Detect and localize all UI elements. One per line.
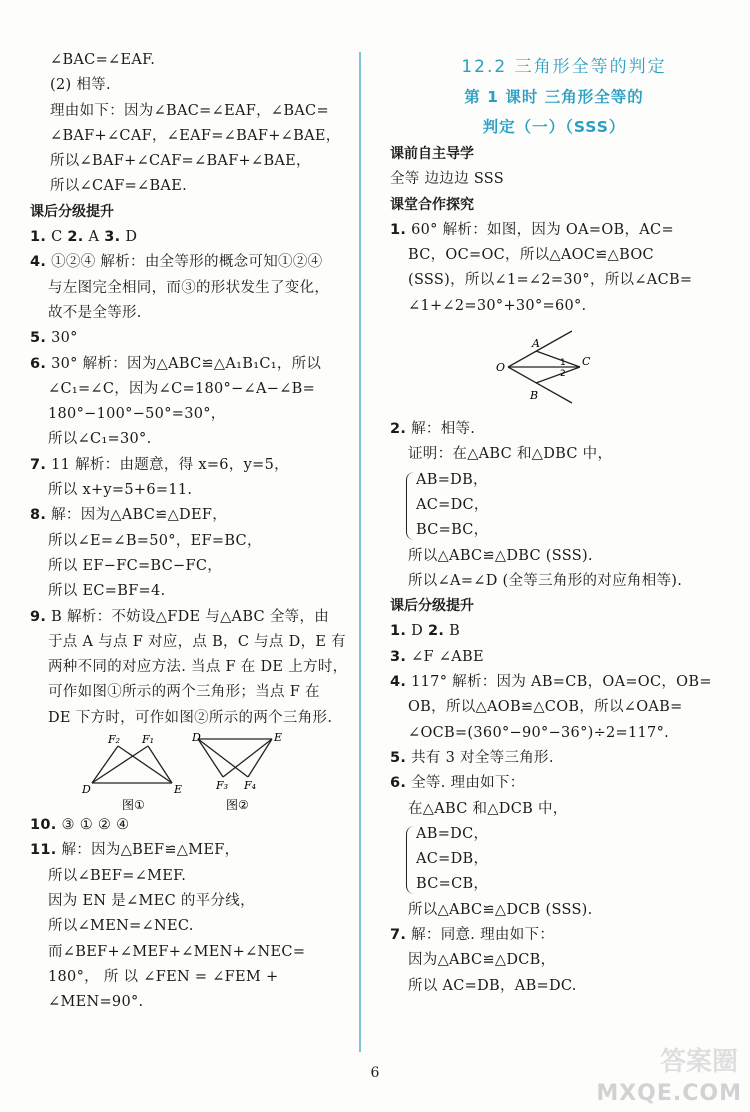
answer-text: 解：因为△BEF≌△MEF， xyxy=(56,842,240,859)
question-number: 3. xyxy=(390,648,407,665)
brace xyxy=(406,826,415,894)
watermark-url: MXQE.COM xyxy=(596,1081,742,1106)
condition: AB=DB， xyxy=(416,471,488,488)
text-line: 理由如下：因为∠BAC=∠EAF，∠BAC= xyxy=(50,102,329,119)
condition: BC=BC， xyxy=(416,522,489,539)
lesson-subtitle: 判定（一）（SSS） xyxy=(482,118,626,136)
segment xyxy=(248,739,272,777)
answer-2 xyxy=(390,417,718,442)
label-f4: F₄ xyxy=(244,779,257,793)
question-number: 10. xyxy=(30,817,57,834)
answer-text: 117° 解析：因为 AB=CB，OA=OC，OB= xyxy=(406,674,712,691)
text-line: 在△ABC 和△DCB 中， xyxy=(408,800,568,817)
text-line: 于点 A 与点 F 对应，点 B，C 与点 D，E 有 xyxy=(48,633,346,650)
text-line: ∠OCB=(360°−90°−36°)÷2=117°. xyxy=(408,724,670,741)
answer-text: 30° 解析：因为△ABC≌△A₁B₁C₁，所以 xyxy=(46,355,322,372)
text-line: 180°， 所 以 ∠FEN = ∠FEM + xyxy=(48,968,279,985)
answer-7 xyxy=(390,923,718,948)
question-number: 2. xyxy=(67,229,84,246)
section-heading: 课后分级提升 xyxy=(390,598,474,615)
label-e: E xyxy=(174,783,183,797)
figure-caption: 图① xyxy=(122,798,145,813)
question-number: 5. xyxy=(390,749,407,766)
answer-4 xyxy=(30,250,342,275)
text-line: 证明：在△ABC 和△DBC 中， xyxy=(408,446,613,463)
question-number: 3. xyxy=(104,229,121,246)
text-line: ∠1+∠2=30°+30°=60°. xyxy=(408,297,587,314)
section-title: 12.2 三角形全等的判定 xyxy=(461,57,667,77)
text-line: 因为△ABC≌△DCB， xyxy=(408,952,556,969)
text-line: ∠BAC=∠EAF. xyxy=(50,52,156,68)
text-line: 两种不同的对应方法. 当点 F 在 DE 上方时， xyxy=(48,659,348,676)
answer-text: 解：相等. xyxy=(406,421,476,438)
question-number: 1. xyxy=(30,229,47,246)
segment xyxy=(148,746,172,783)
figure-lines xyxy=(508,331,580,403)
label-d: D xyxy=(82,783,91,797)
figure-1 xyxy=(92,746,172,783)
question-number: 1. xyxy=(390,623,407,640)
answer-text: A xyxy=(83,229,105,246)
angle-figure xyxy=(390,319,718,417)
text-line: 而∠BEF+∠MEF+∠MEN+∠NEC= xyxy=(48,943,306,960)
text-line: 所以∠E=∠B=50°，EF=BC， xyxy=(48,532,262,549)
question-number: 7. xyxy=(30,456,47,473)
question-number: 2. xyxy=(427,623,445,640)
answer-1 xyxy=(390,218,718,243)
column-divider xyxy=(359,52,361,1052)
section-heading: 课后分级提升 xyxy=(30,203,114,220)
condition: AB=DC， xyxy=(416,825,489,842)
segment xyxy=(92,746,118,783)
answer-text: 解：同意. 理由如下： xyxy=(406,927,555,944)
text-line: BC，OC=OC，所以△AOC≌△BOC xyxy=(408,247,654,264)
text-line: ∠BAF+∠CAF，∠EAF=∠BAF+∠BAE， xyxy=(50,127,341,144)
text-line: OB，所以△AOB≌△COB，所以∠OAB= xyxy=(408,699,683,716)
label-f3: F₃ xyxy=(216,779,229,793)
answer-1-3 xyxy=(30,225,342,250)
segment xyxy=(92,746,148,783)
answer-text: B 解析：不妨设△FDE 与△ABC 全等，由 xyxy=(46,608,330,625)
page-number: 6 xyxy=(370,1065,380,1081)
question-number: 2. xyxy=(390,421,407,438)
section-heading: 课堂合作探究 xyxy=(390,196,474,213)
answer-9 xyxy=(30,605,342,630)
text-line: 所以 AC=DB，AB=DC. xyxy=(408,977,577,994)
answer-1-2 xyxy=(390,619,718,644)
label-c: C xyxy=(582,355,591,369)
question-number: 4. xyxy=(30,254,47,271)
answer-text: ∠F ∠ABE xyxy=(406,648,484,665)
brace xyxy=(406,472,415,540)
answer-10 xyxy=(30,813,342,838)
condition: BC=CB， xyxy=(416,876,489,893)
text-line: ∠C₁=∠C，因为∠C=180°−∠A−∠B= xyxy=(48,380,316,397)
text-line: 故不是全等形. xyxy=(48,304,142,321)
answer-text: 30° xyxy=(46,330,78,347)
text-line: 与左图完全相同，而③的形状发生了变化， xyxy=(48,279,330,296)
triangle-figures xyxy=(30,731,342,813)
text-line: 所以 EF−FC=BC−FC， xyxy=(48,557,223,574)
section-heading: 课前自主导学 xyxy=(390,146,474,162)
question-number: 7. xyxy=(390,927,407,944)
text-line: 全等 边边边 SSS xyxy=(390,171,505,188)
segment xyxy=(536,351,580,367)
text-line: DE 下方时，可作如图②所示的两个三角形. xyxy=(48,709,333,726)
segment xyxy=(198,739,248,777)
text-line: 所以∠BEF=∠MEF. xyxy=(48,867,187,884)
brace-conditions xyxy=(390,822,718,898)
answer-6 xyxy=(30,352,342,377)
answer-text: 60° 解析：如图，因为 OA=OB，AC= xyxy=(406,221,674,238)
answer-text: D xyxy=(120,229,138,246)
answer-5 xyxy=(390,746,718,771)
question-number: 6. xyxy=(30,355,47,372)
label-f2: F₂ xyxy=(108,733,121,747)
text-line: 因为 EN 是∠MEC 的平分线， xyxy=(48,892,255,909)
text-line: 所以∠C₁=30°. xyxy=(48,431,152,448)
segment xyxy=(198,739,223,777)
question-number: 8. xyxy=(30,507,47,524)
text-line: 可作如图①所示的两个三角形；当点 F 在 xyxy=(48,684,320,701)
question-number: 6. xyxy=(390,775,407,792)
answer-4 xyxy=(390,670,718,695)
answer-text: 11 解析：由题意，得 x=6，y=5， xyxy=(46,456,289,473)
answer-text: C xyxy=(46,229,68,246)
label-e: E xyxy=(274,731,283,745)
text-line: (SSS)，所以∠1=∠2=30°，所以∠ACB= xyxy=(408,272,693,289)
text-line: 所以△ABC≌△DBC (SSS). xyxy=(408,547,593,564)
watermark-logo: 答案圈 xyxy=(659,1047,738,1077)
text-line: 所以 x+y=5+6=11. xyxy=(48,482,193,499)
segment xyxy=(223,739,272,777)
text-line: 180°−100°−50°=30°， xyxy=(48,406,226,423)
question-number: 4. xyxy=(390,674,407,691)
angle-label-1: 1 xyxy=(560,358,566,369)
segment xyxy=(536,367,580,383)
text-line: 所以∠BAF+∠CAF=∠BAF+∠BAE， xyxy=(50,153,311,170)
text-line: 所以∠A=∠D (全等三角形的对应角相等). xyxy=(408,572,683,589)
answer-3 xyxy=(390,645,718,670)
answer-6 xyxy=(390,771,718,796)
answer-text: D xyxy=(406,623,428,640)
answer-text: 共有 3 对全等三角形. xyxy=(406,749,554,766)
question-number: 9. xyxy=(30,608,47,625)
angle-label-2: 2 xyxy=(560,369,566,380)
condition: AC=DC， xyxy=(416,496,489,513)
segment xyxy=(118,746,172,783)
answer-text: ①②④ 解析：由全等形的概念可知①②④ xyxy=(46,254,323,271)
question-number: 11. xyxy=(30,842,57,859)
answer-11 xyxy=(30,838,342,863)
text-line: (2) 相等. xyxy=(50,77,111,94)
question-number: 5. xyxy=(30,330,47,347)
answer-text: B xyxy=(444,623,461,640)
text-line: ∠MEN=90°. xyxy=(48,994,144,1011)
label-f1: F₁ xyxy=(142,733,155,747)
text-line: 所以 EC=BF=4. xyxy=(48,583,166,600)
label-a: A xyxy=(532,337,540,351)
figure-caption: 图② xyxy=(226,798,249,813)
question-number: 1. xyxy=(390,221,407,238)
left-column xyxy=(30,48,348,1015)
answer-7 xyxy=(30,453,342,478)
answer-text: ③ ① ② ④ xyxy=(56,817,130,834)
text-line: 所以△ABC≌△DCB (SSS). xyxy=(408,901,593,918)
label-b: B xyxy=(530,389,539,403)
label-o: O xyxy=(496,361,506,375)
text-line: 所以∠CAF=∠BAE. xyxy=(50,178,187,195)
label-d: D xyxy=(192,731,201,745)
brace-conditions xyxy=(390,468,718,544)
answer-5 xyxy=(30,326,342,351)
figure-2 xyxy=(198,739,272,777)
condition: AC=DB， xyxy=(416,851,489,868)
answer-8 xyxy=(30,503,342,528)
answer-text: 解：因为△ABC≌△DEF， xyxy=(46,507,228,524)
lesson-title: 第 1 课时 三角形全等的 xyxy=(464,88,644,106)
text-line: 所以∠MEN=∠NEC. xyxy=(48,918,194,935)
right-column xyxy=(390,52,718,999)
answer-text: 全等. 理由如下： xyxy=(406,775,525,792)
